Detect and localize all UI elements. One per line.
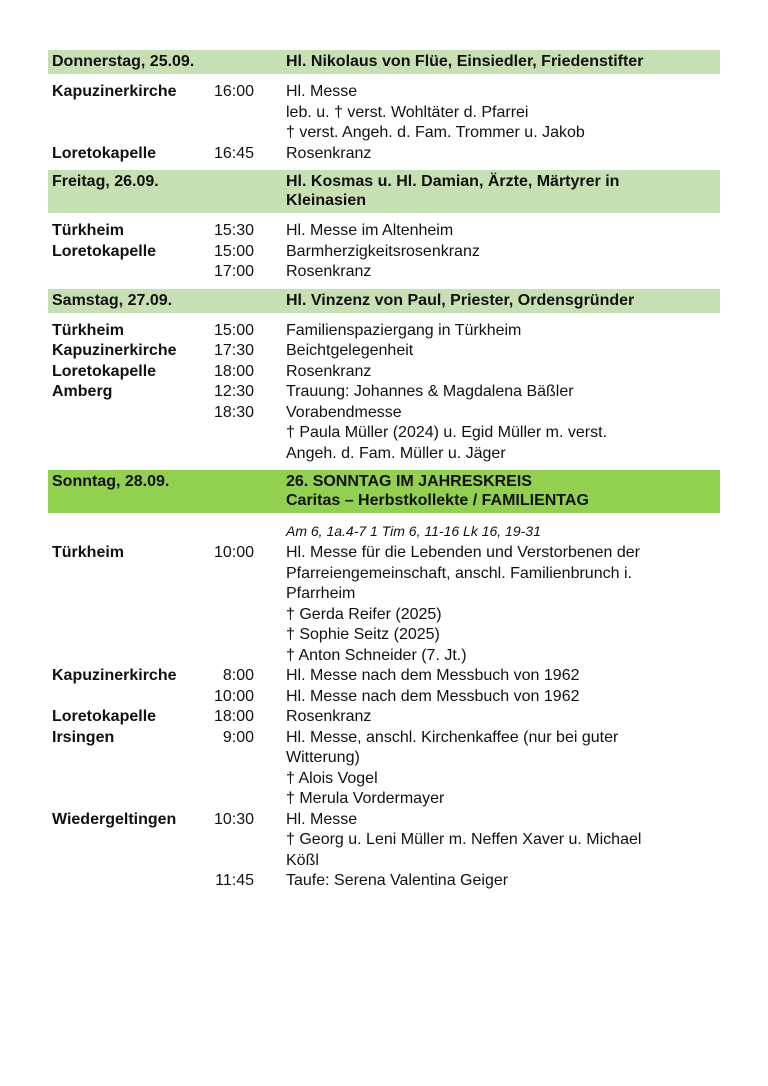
service-entry [48,810,720,872]
entry-location: Türkheim [52,321,125,339]
day-header [48,289,720,313]
description-line: Hl. Messe [286,810,358,828]
entry-time: 10:00 [213,544,254,561]
description-line: Trauung: Johannes & Magdalena Bäßler [286,383,574,400]
feast-title [286,172,716,210]
service-entry [48,362,720,383]
entry-list [48,213,720,283]
day-date: Freitag, 26.09. [52,173,159,190]
entry-time: 16:45 [213,144,254,162]
entry-description [286,242,720,263]
description-line: Witterung) [286,749,360,766]
day-header [48,470,720,513]
service-entry [48,707,720,728]
entry-location: Wiedergeltingen [52,810,177,828]
day-section [48,470,720,892]
entry-location: Loretokapelle [52,708,157,725]
day-section [48,170,720,283]
entry-description [286,687,720,708]
description-line: Rosenkranz [286,708,372,725]
description-line: † Merula Vordermayer [286,790,445,807]
description-line: † Alois Vogel [286,769,378,787]
feast-line: Hl. Nikolaus von Flüe, Einsiedler, Friedenstifter [286,53,644,70]
entry-location: Kapuzinerkirche [52,342,177,359]
entry-time: 9:00 [222,728,254,746]
description-line: Kößl [286,851,319,869]
description-line: Barmherzigkeitsrosenkranz [286,242,480,260]
description-line: Rosenkranz [286,263,372,280]
entry-time: 8:00 [222,667,254,684]
feast-line: Hl. Kosmas u. Hl. Damian, Ärzte, Märtyrer in [286,173,620,190]
entry-location: Türkheim [52,544,125,561]
day-section [48,289,720,465]
day-date: Sonntag, 28.09. [52,473,170,490]
scripture-readings: Am 6, 1a.4-7 1 Tim 6, 11-16 Lk 16, 19-31 [286,523,541,539]
schedule-page [48,50,720,898]
service-entry [48,341,720,362]
service-entry [48,403,720,465]
entry-time: 12:30 [213,383,254,400]
entry-time: 18:00 [213,362,254,380]
feast-line: Kleinasien [286,192,367,209]
entry-time: 15:00 [213,242,254,260]
entry-description [286,707,720,728]
entry-location: Amberg [52,383,113,400]
service-entry [48,728,720,810]
description-line: † verst. Angeh. d. Fam. Trommer u. Jakob [286,124,585,141]
entry-location: Loretokapelle [52,362,157,380]
feast-line: Caritas – Herbstkollekte / FAMILIENTAG [286,492,589,509]
entry-time: 10:30 [213,810,254,828]
entry-time: 15:30 [213,222,254,239]
entry-time: 18:00 [213,708,254,725]
description-line: Vorabendmesse [286,403,402,421]
entry-location: Kapuzinerkirche [52,667,177,684]
entry-description [286,403,720,465]
entry-description [286,262,720,283]
service-entry [48,262,720,283]
entry-location: Irsingen [52,728,115,746]
service-entry [48,382,720,403]
day-section [48,50,720,164]
description-line: Hl. Messe nach dem Messbuch von 1962 [286,687,580,705]
entry-description [286,341,720,362]
entry-description [286,382,720,403]
entry-description [286,362,720,383]
entry-time: 11:45 [215,872,254,889]
service-entry [48,82,720,144]
entry-description [286,144,720,165]
entry-location: Loretokapelle [52,144,157,162]
entry-description [286,321,720,342]
entry-location: Loretokapelle [52,242,157,260]
description-line: Taufe: Serena Valentina Geiger [286,872,509,889]
entry-description [286,543,720,666]
entry-description [286,871,720,892]
description-line: † Anton Schneider (7. Jt.) [286,646,467,664]
description-line: Pfarreiengemeinschaft, anschl. Familienbrunch i. [286,564,632,582]
entry-time: 16:00 [213,83,254,100]
entry-location [48,687,198,708]
entry-description [286,82,720,144]
description-line: Rosenkranz [286,144,372,162]
description-line: † Paula Müller (2024) u. Egid Müller m. verst. [286,424,608,441]
description-line: Hl. Messe, anschl. Kirchenkaffee (nur bei guter [286,728,619,746]
entry-description [286,728,720,810]
entry-description [286,666,720,687]
description-line: † Georg u. Leni Müller m. Neffen Xaver u. Michael [286,831,642,848]
entry-time: 10:00 [213,687,254,705]
service-entry [48,687,720,708]
service-entry [48,144,720,165]
entry-description [286,221,720,242]
entry-location [48,403,198,465]
service-entry [48,242,720,263]
day-header [48,50,720,74]
service-entry [48,666,720,687]
service-entry [48,221,720,242]
entry-location [48,262,198,283]
entry-time: 17:30 [213,342,254,359]
description-line: Pfarrheim [286,585,356,602]
feast-title [286,472,716,510]
service-entry [48,543,720,666]
entry-description [286,810,720,872]
description-line: Hl. Messe [286,83,358,100]
feast-title [286,52,716,71]
entry-list [48,74,720,164]
description-line: Familienspaziergang in Türkheim [286,321,522,339]
entry-location [48,871,198,892]
feast-line: Hl. Vinzenz von Paul, Priester, Ordensgründer [286,291,635,309]
description-line: Beichtgelegenheit [286,342,414,359]
feast-title [286,291,716,310]
day-header [48,170,720,213]
description-line: † Sophie Seitz (2025) [286,626,440,643]
service-entry [48,871,720,892]
entry-location: Türkheim [52,222,125,239]
description-line: Hl. Messe im Altenheim [286,222,454,239]
description-line: Hl. Messe für die Lebenden und Verstorbenen der [286,544,641,561]
description-line: Hl. Messe nach dem Messbuch von 1962 [286,667,580,684]
day-date: Samstag, 27.09. [52,291,173,309]
feast-line: 26. SONNTAG IM JAHRESKREIS [286,473,532,490]
entry-time: 18:30 [213,403,254,421]
entry-time: 15:00 [213,321,254,339]
entry-list [48,313,720,465]
entry-location: Kapuzinerkirche [52,83,177,100]
service-entry [48,321,720,342]
description-line: leb. u. † verst. Wohltäter d. Pfarrei [286,103,529,121]
description-line: † Gerda Reifer (2025) [286,605,442,623]
description-line: Rosenkranz [286,362,372,380]
entry-time: 17:00 [213,263,254,280]
entry-list [48,513,720,892]
description-line: Angeh. d. Fam. Müller u. Jäger [286,444,506,462]
day-date: Donnerstag, 25.09. [52,53,195,70]
